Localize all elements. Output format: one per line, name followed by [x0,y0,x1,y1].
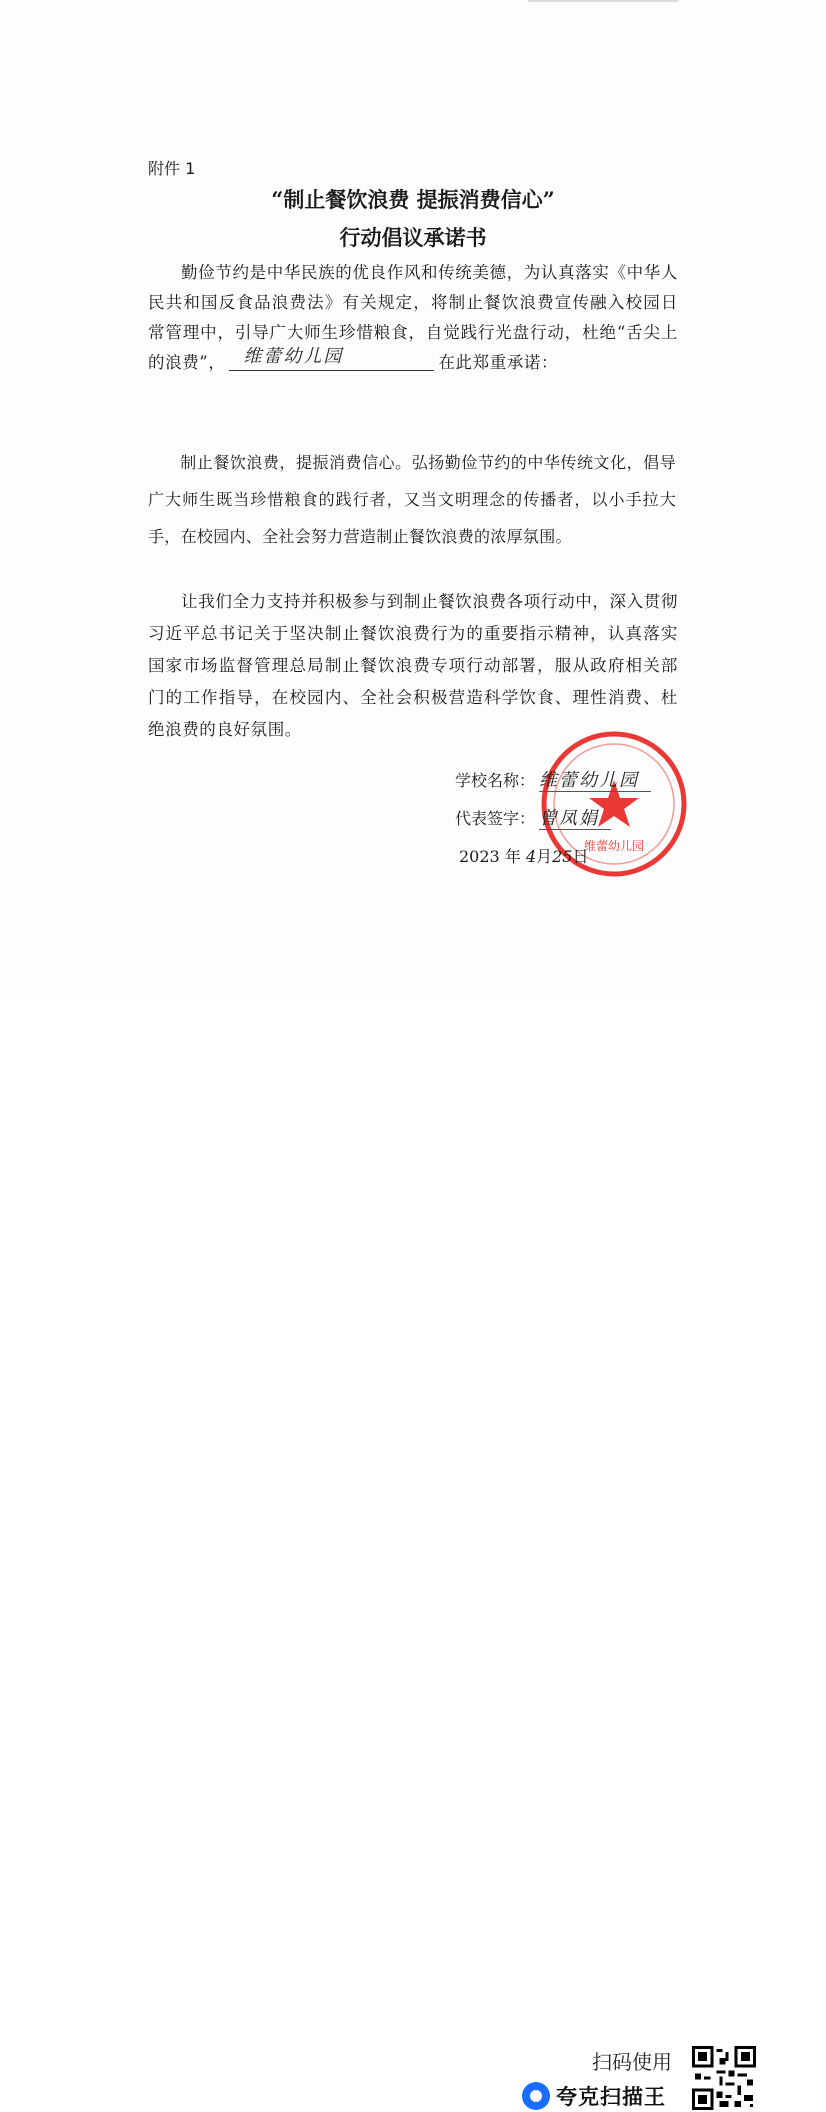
paragraph-call-to-action-text: 让我们全力支持并积极参与到制止餐饮浪费各项行动中，深入贯彻习近平总书记关于坚决制止餐饮浪费行为的重要指示精神，认真落实国家市场监督管理总局制止餐饮浪费专项行动部署，服从政府相关部门的工作指导，在校园内、全社会积极营造科学饮食、理性消费、杜绝浪费的良好氛围。 [148,592,678,739]
paragraph-commitment-text: 制止餐饮浪费，提振消费信心。弘扬勤俭节约的中华传统文化，倡导广大师生既当珍惜粮食的践行者，又当文明理念的传播者，以小手拉大手，在校园内、全社会努力营造制止餐饮浪费的浓厚氛围。 [148,453,676,546]
school-name-row [455,762,651,800]
school-name-blank [229,346,434,371]
qr-code-icon[interactable] [692,2046,756,2110]
date-row [459,838,651,876]
seal-text: 维蕾幼儿园 [583,839,645,853]
paragraph-intro [148,258,678,378]
scan-edge-mark [528,0,678,2]
date-month: 4 [525,847,537,866]
school-name-signature: 维蕾幼儿园 [539,770,651,792]
paragraph-call-to-action [148,586,678,746]
scanned-page [0,0,826,1000]
school-name-label: 学校名称： [455,771,536,790]
paragraph-intro-end: 在此郑重承诺： [438,353,559,372]
paragraph-commitment [148,444,676,555]
document-title-line1: “制止餐饮浪费 提振消费信心” [271,187,555,212]
representative-row [455,800,651,838]
representative-signature: 曾凤娟 [539,808,611,830]
date-year-unit: 年 [504,847,521,866]
attachment-label: 附件 1 [148,159,196,178]
scan-use-label: 扫码使用 [592,2050,672,2074]
quark-logo-icon [522,2082,550,2110]
date-month-unit: 月 [536,847,553,866]
date-year: 2023 [459,847,500,866]
brand-name: 夸克扫描王 [556,2085,666,2109]
school-name-handwritten: 维蕾幼儿园 [243,346,344,367]
date-day-unit: 日 [572,847,589,866]
representative-label: 代表签字： [455,809,536,828]
paragraph-intro-text: 勤俭节约是中华民族的优良作风和传统美德，为认真落实《中华人民共和国反食品浪费法》有关规定，将制止餐饮浪费宣传融入校园日常管理中，引导广大师生珍惜粮食，自觉践行光盘行动，杜绝“舌尖上的浪费”， [148,263,678,372]
date-day: 25 [552,847,573,866]
signature-block [455,762,651,876]
scanner-footer [0,1000,826,2109]
brand-watermark [522,2080,666,2112]
document-title-line2: 行动倡议承诺书 [339,225,487,250]
